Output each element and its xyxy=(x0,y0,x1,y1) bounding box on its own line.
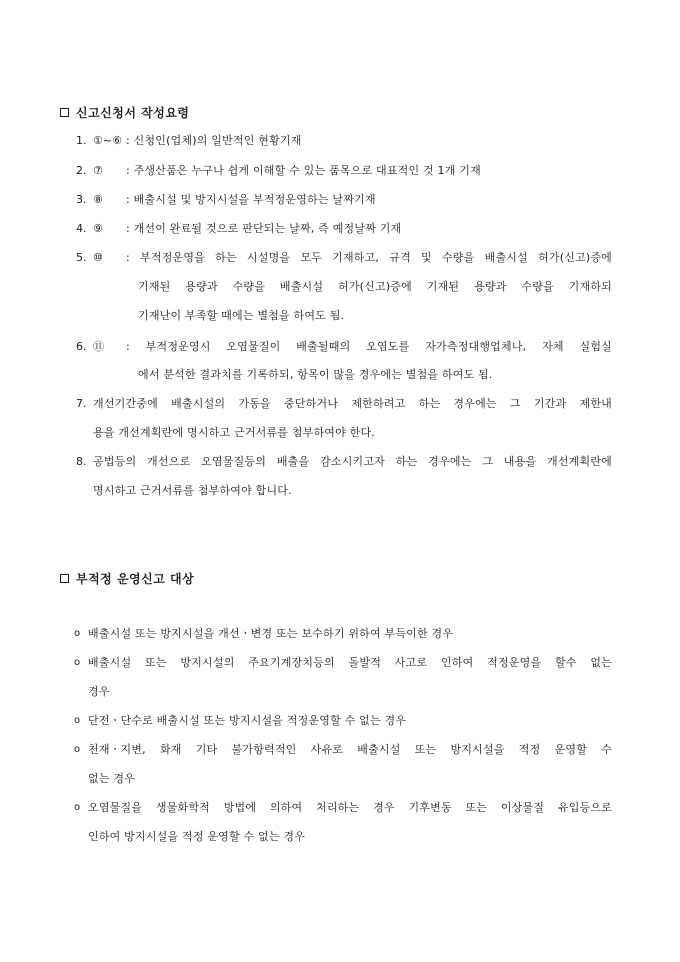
bullet-text: 단전ㆍ단수로 배출시설 또는 방지시설을 적정운영할 수 없는 경우 xyxy=(88,714,407,727)
item-text: 기재된 용량과 수량을 배출시설 허가(신고)증에 기재된 용량과 수량을 기재하되 xyxy=(138,280,612,293)
item-code: ⑨ xyxy=(93,222,103,235)
item-code: ⑪ xyxy=(93,340,104,353)
item-text: 기재난이 부족할 때에는 별첨을 하여도 됨. xyxy=(138,309,345,322)
section-title-text: 부적정 운영신고 대상 xyxy=(76,572,195,586)
item-text: 명시하고 근거서류를 첨부하여야 합니다. xyxy=(93,484,292,497)
section-title-guide xyxy=(60,104,190,121)
section-title-targets xyxy=(60,570,194,587)
item-text: : 배출시설 및 방지시설을 부적정운영하는 날짜기재 xyxy=(126,193,376,206)
checkbox-square-icon xyxy=(60,574,69,583)
item-text: : 주생산품은 누구나 쉽게 이해할 수 있는 품목으로 대표적인 것 1개 기재 xyxy=(126,164,481,177)
item-number: 4. xyxy=(76,222,87,235)
item-text: : 신청인(업체)의 일반적인 현황기재 xyxy=(126,134,302,147)
bullet-text: 배출시설 또는 방지시설의 주요기계장치등의 돌발적 사고로 인하여 적정운영을 할수 없는 xyxy=(88,656,612,669)
item-text: 공법등의 개선으로 오염물질등의 배출을 감소시키고자 하는 경우에는 그 내용을 개선계획란에 xyxy=(93,455,612,468)
item-code: ⑧ xyxy=(93,193,103,206)
item-text: : 부적정운영을 하는 시설명을 모두 기재하고, 규격 및 수량을 배출시설 허가(신고)증에 xyxy=(126,251,612,264)
item-number: 3. xyxy=(76,193,87,206)
bullet-text: 경우 xyxy=(88,685,110,698)
bullet-text: 없는 경우 xyxy=(88,772,136,785)
item-number: 7. xyxy=(76,397,87,410)
bullet-icon: o xyxy=(74,628,81,639)
item-text: 개선기간중에 배출시설의 가동을 중단하거나 제한하려고 하는 경우에는 그 기간과 제한내 xyxy=(93,397,612,410)
item-code: ⑩ xyxy=(93,251,103,264)
section-title-text: 신고신청서 작성요령 xyxy=(76,106,190,120)
item-text: : 개선이 완료될 것으로 판단되는 날짜, 즉 예정날짜 기재 xyxy=(126,222,402,235)
item-number: 2. xyxy=(76,164,87,177)
bullet-text: 인하여 방지시설을 적정 운영할 수 없는 경우 xyxy=(88,830,306,843)
item-number: 8. xyxy=(76,455,87,468)
item-number: 1. xyxy=(76,134,87,147)
item-number: 6. xyxy=(76,340,87,353)
bullet-text: 배출시설 또는 방지시설을 개선ㆍ변경 또는 보수하기 위하여 부득이한 경우 xyxy=(88,627,454,640)
checkbox-square-icon xyxy=(60,108,69,117)
bullet-icon: o xyxy=(74,744,81,755)
item-number: 5. xyxy=(76,251,87,264)
bullet-text: 오염물질을 생물화학적 방법에 의하여 처리하는 경우 기후변동 또는 이상물질 유입등으로 xyxy=(88,801,612,814)
item-text: 용을 개선계획란에 명시하고 근거서류를 첨부하여야 한다. xyxy=(93,426,376,439)
item-code: ①~⑥ xyxy=(93,134,122,147)
item-text: : 부적정운영시 오염물질이 배출될때의 오염도를 자가측정대행업체나, 자체 실험실 xyxy=(126,340,612,353)
bullet-icon: o xyxy=(74,802,81,813)
item-code: ⑦ xyxy=(93,164,103,177)
item-text: 에서 분석한 결과치를 기록하되, 항목이 많을 경우에는 별첨을 하여도 됨. xyxy=(138,368,493,381)
bullet-text: 천재ㆍ지변, 화재 기타 불가항력적인 사유로 배출시설 또는 방지시설을 적정 운영할 수 xyxy=(88,743,612,756)
bullet-icon: o xyxy=(74,715,81,726)
bullet-icon: o xyxy=(74,657,81,668)
